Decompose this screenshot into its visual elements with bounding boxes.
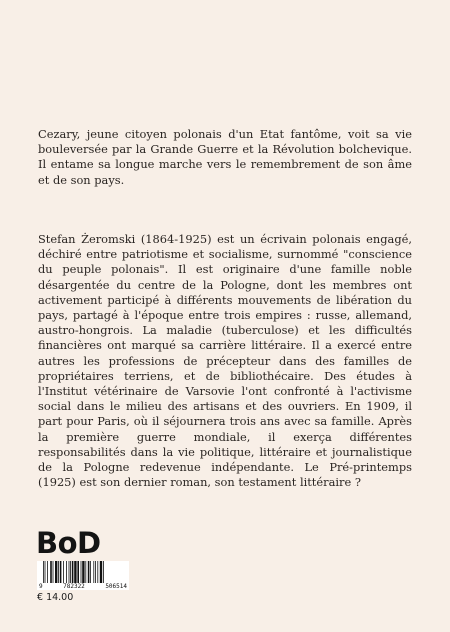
barcode-bar <box>74 561 76 583</box>
author-biography: Stefan Żeromski (1864-1925) est un écrivain polonais engagé, déchiré entre patriotisme et socialisme, surnommé "conscience du peuple polonais". Il est originaire d'une famille noble désargentée du centre de la Pologne, dont les membres ont activement participé à différents mouvements de libération du pays, partagé à l'époque entre trois empires : russe, allemand, austro-hongrois. La maladie (tuberculose) et les difficultés financières ont marqué sa carrière littéraire. Il a exercé entre autres les professions de précepteur dans des familles de propriétaires terriens, et de bibliothécaire. Des études à l'Institut vétérinaire de Varsovie l'ont confronté à l'activisme social dans le milieu des artisans et des ouvriers. En 1909, il part pour Paris, où il séjournera trois ans avec sa famille. Après la première guerre mondiale, il exerça différentes responsabilités dans la vie politique, littéraire et journalistique de la Pologne redevenue indépendante. Le Pré-printemps (1925) est son dernier roman, son testament littéraire ? <box>38 232 412 490</box>
barcode-bar <box>100 561 102 583</box>
barcode-bar <box>93 561 94 583</box>
barcode-bar <box>69 561 70 583</box>
barcode-bar <box>50 561 52 583</box>
barcode-bar <box>58 561 59 583</box>
isbn-digits <box>37 583 129 590</box>
isbn-group-1: 782322 <box>63 583 85 590</box>
barcode-bar <box>90 561 91 583</box>
isbn-group-2: 506514 <box>105 583 127 590</box>
barcode-bar <box>95 561 96 583</box>
isbn-first-digit: 9 <box>39 583 43 590</box>
barcode-bar <box>82 561 84 583</box>
barcode-bar <box>43 561 44 583</box>
barcode-bar <box>97 561 98 583</box>
barcode-bar <box>66 561 67 583</box>
barcode-bar <box>81 561 82 583</box>
barcode-bar <box>60 561 62 583</box>
book-blurb: Cezary, jeune citoyen polonais d'un Etat fantôme, voit sa vie bouleversée par la Grande Guerre et la Révolution bolchevique. Il entame sa longue marche vers le remembrement de son âme et de son pays. <box>38 127 412 187</box>
price-label: € 14.00 <box>37 592 74 603</box>
barcode-bar <box>77 561 79 583</box>
barcode-bar <box>47 561 48 583</box>
barcode-bar <box>72 561 74 583</box>
barcode <box>37 561 129 589</box>
barcode-bar <box>53 561 54 583</box>
publisher-logo: BoD <box>36 526 101 560</box>
barcode-bars <box>43 561 127 583</box>
barcode-bar <box>88 561 90 583</box>
barcode-bar <box>85 561 86 583</box>
barcode-bar <box>55 561 57 583</box>
barcode-bar <box>45 561 46 583</box>
barcode-bar <box>70 561 71 583</box>
barcode-bar <box>103 561 104 583</box>
barcode-bar <box>63 561 64 583</box>
